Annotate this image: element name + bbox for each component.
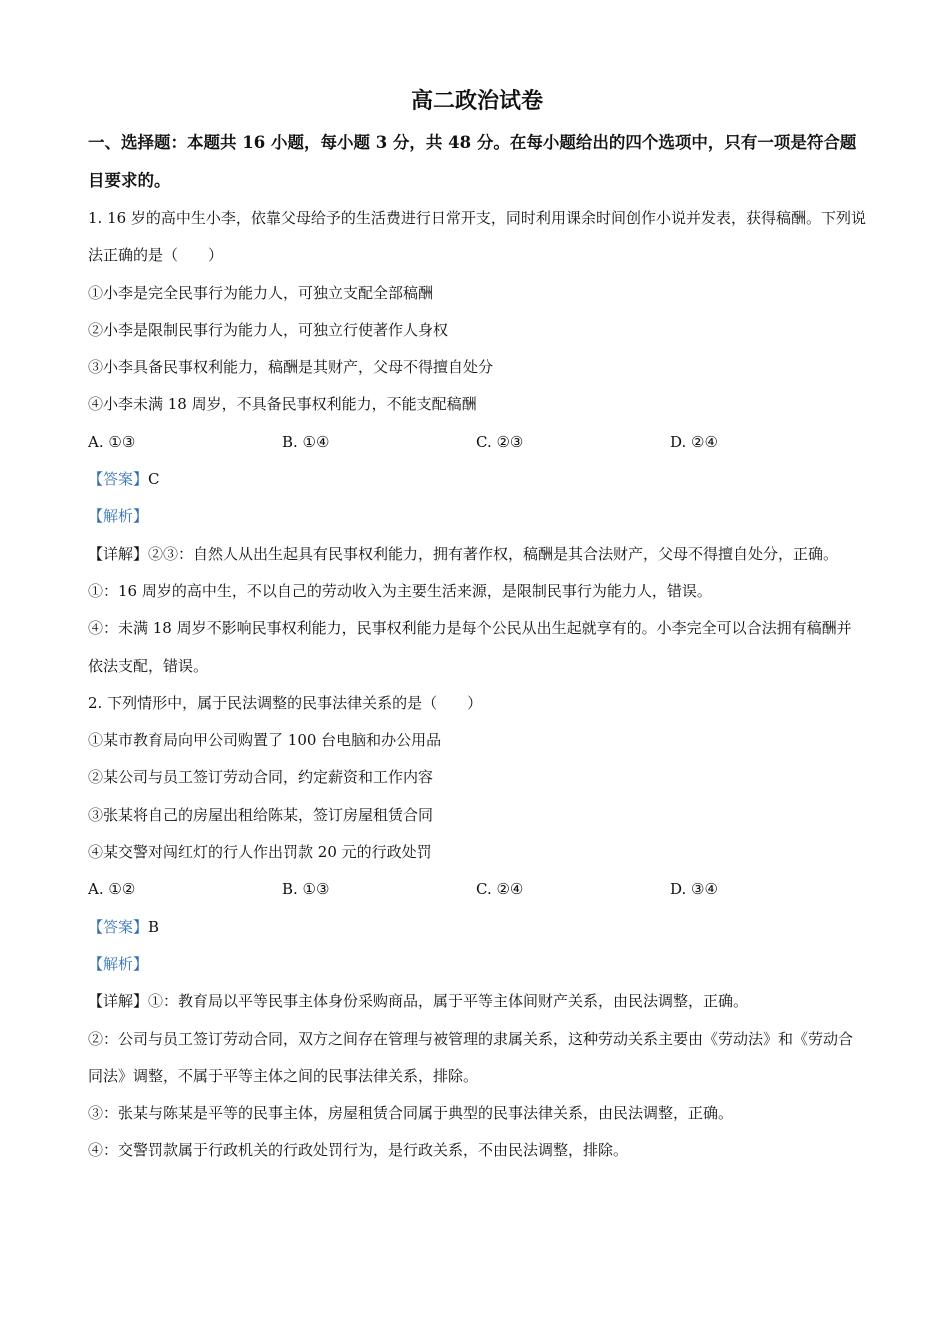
option-d: D. ③④ — [670, 880, 718, 899]
question-stem: 1. 16 岁的高中生小李，依靠父母给予的生活费进行日常开支，同时利用课余时间创作小说并发表，获得稿酬。下列说法正确的是（ ） — [88, 209, 866, 265]
analysis-line — [88, 946, 866, 983]
detail-tag: 【详解】 — [88, 992, 149, 1011]
statement-item: ③张某将自己的房屋出租给陈某，签订房屋租赁合同 — [88, 805, 434, 824]
section-header: 一、选择题：本题共 16 小题，每小题 3 分，共 48 分。在每小题给出的四个选项中，只有一项是符合题目要求的。 — [88, 133, 857, 190]
statement-item: ④小李未满 18 周岁，不具备民事权利能力，不能支配稿酬 — [88, 395, 477, 414]
answer-tag: 【答案】 — [88, 917, 149, 936]
page-title: 高二政治试卷 — [410, 88, 543, 114]
answer-line — [88, 909, 866, 946]
option-d: D. ②④ — [670, 432, 718, 451]
answer-value: C — [148, 470, 160, 489]
statement-item: ②某公司与员工签订劳动合同，约定薪资和工作内容 — [88, 768, 434, 787]
statement-item: ②小李是限制民事行为能力人，可独立行使著作人身权 — [88, 320, 449, 339]
answer-value: B — [148, 917, 160, 936]
detail-paragraph: ①：16 周岁的高中生，不以自己的劳动收入为主要生活来源，是限制民事行为能力人，错误。 — [88, 581, 712, 600]
statement-item: ③小李具备民事权利能力，稿酬是其财产，父母不得擅自处分 — [88, 358, 494, 377]
question-stem: 2. 下列情形中，属于民法调整的民事法律关系的是（ ） — [88, 693, 483, 712]
option-a: A. ①③ — [88, 432, 136, 451]
analysis-tag: 【解析】 — [88, 507, 149, 526]
option-c: C. ②④ — [476, 880, 524, 899]
statement-item: ①某市教育局向甲公司购置了 100 台电脑和办公用品 — [88, 731, 442, 750]
detail-paragraph — [88, 536, 866, 573]
detail-paragraph: ④：未满 18 周岁不影响民事权利能力，民事权利能力是每个公民从出生起就享有的。小李完全可以合法拥有稿酬并依法支配，错误。 — [88, 619, 852, 675]
question-2 — [88, 685, 866, 1170]
detail-text: ②③：自然人从出生起具有民事权利能力，拥有著作权，稿酬是其合法财产，父母不得擅自处分，正确。 — [148, 544, 839, 563]
option-b: B. ①④ — [282, 432, 330, 451]
detail-tag: 【详解】 — [88, 544, 149, 563]
answer-options — [88, 424, 866, 461]
option-a: A. ①② — [88, 880, 136, 899]
question-1 — [88, 200, 866, 685]
statement-item: ①小李是完全民事行为能力人，可独立支配全部稿酬 — [88, 283, 434, 302]
detail-paragraph: ④：交警罚款属于行政机关的行政处罚行为，是行政关系，不由民法调整，排除。 — [88, 1141, 629, 1160]
answer-options — [88, 871, 866, 908]
statement-item: ④某交警对闯红灯的行人作出罚款 20 元的行政处罚 — [88, 843, 432, 862]
detail-paragraph: ③：张某与陈某是平等的民事主体，房屋租赁合同属于典型的民事法律关系，由民法调整，正确。 — [88, 1104, 734, 1123]
answer-tag: 【答案】 — [88, 470, 149, 489]
analysis-tag: 【解析】 — [88, 954, 149, 973]
analysis-line — [88, 498, 866, 535]
detail-text: ①：教育局以平等民事主体身份采购商品，属于平等主体间财产关系，由民法调整，正确。 — [148, 992, 749, 1011]
detail-paragraph — [88, 983, 866, 1020]
detail-paragraph: ②：公司与员工签订劳动合同，双方之间存在管理与被管理的隶属关系，这种劳动关系主要由《劳动法》和《劳动合同法》调整，不属于平等主体之间的民事法律关系，排除。 — [88, 1029, 854, 1085]
exam-page — [88, 84, 866, 1170]
option-c: C. ②③ — [476, 432, 524, 451]
answer-line — [88, 461, 866, 498]
option-b: B. ①③ — [282, 880, 330, 899]
